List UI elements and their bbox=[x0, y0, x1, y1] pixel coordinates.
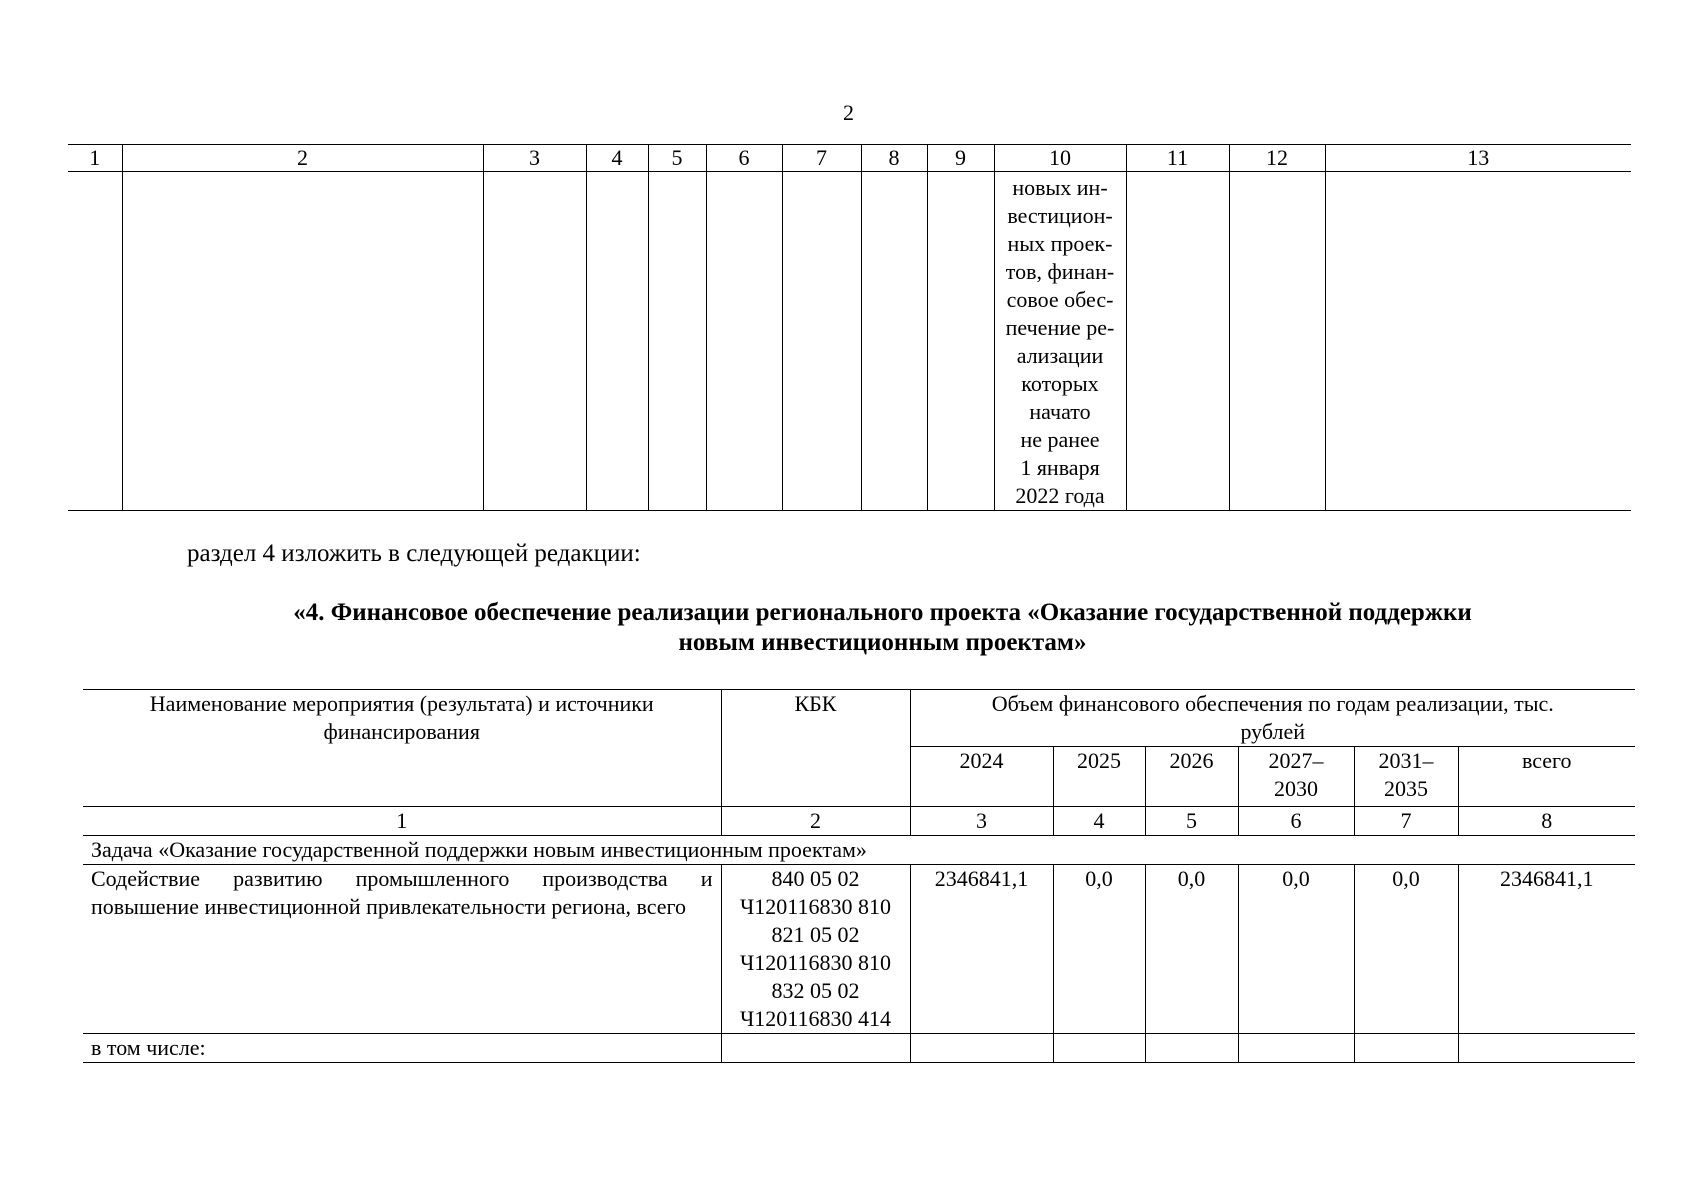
kbk-line: 821 05 02 bbox=[771, 922, 860, 947]
kbk-header: КБК bbox=[721, 690, 910, 807]
value-cell: 0,0 bbox=[1145, 865, 1238, 1034]
cell bbox=[721, 1034, 910, 1063]
continuation-row bbox=[68, 172, 1631, 511]
value-cell: 2346841,1 bbox=[910, 865, 1053, 1034]
text-line: 1 января bbox=[1020, 455, 1100, 480]
col-number: 9 bbox=[927, 145, 994, 172]
cell bbox=[648, 172, 706, 511]
col-number: 1 bbox=[68, 145, 122, 172]
text-line: тов, финан- bbox=[1005, 259, 1115, 284]
text-line: ных проек- bbox=[1007, 231, 1113, 256]
section-title-line: новым инвестиционным проектам» bbox=[678, 629, 1087, 656]
value-cell: 0,0 bbox=[1354, 865, 1458, 1034]
measure-name: Содействие развитию промышленного производства и повышение инвестиционной привлекательности региона, всего bbox=[83, 865, 721, 1034]
col-number: 11 bbox=[1126, 145, 1229, 172]
table-row bbox=[83, 865, 1635, 1034]
col-number: 1 bbox=[83, 807, 721, 836]
year-header: всего bbox=[1458, 747, 1635, 807]
col-number: 2 bbox=[122, 145, 483, 172]
year-header: 2026 bbox=[1145, 747, 1238, 807]
cell bbox=[1145, 1034, 1238, 1063]
col-number: 4 bbox=[1053, 807, 1145, 836]
value-cell: 0,0 bbox=[1053, 865, 1145, 1034]
cell bbox=[861, 172, 927, 511]
col-number: 4 bbox=[586, 145, 648, 172]
col-number: 2 bbox=[721, 807, 910, 836]
text-line: вестицион- bbox=[1007, 203, 1113, 228]
text-line: которых bbox=[1021, 371, 1099, 396]
kbk-line: Ч120116830 810 bbox=[740, 894, 891, 919]
task-label: Задача «Оказание государственной поддержки новым инвестиционным проектам» bbox=[83, 836, 1635, 865]
text-line: начато bbox=[1029, 399, 1091, 424]
col-number: 13 bbox=[1325, 145, 1631, 172]
text-line: 2022 года bbox=[1015, 483, 1105, 508]
col-number: 3 bbox=[910, 807, 1053, 836]
text-line: ализации bbox=[1016, 343, 1104, 368]
year-header: 2025 bbox=[1053, 747, 1145, 807]
text-line: новых ин- bbox=[1012, 175, 1108, 200]
column-number-row bbox=[68, 145, 1631, 172]
col-number: 8 bbox=[861, 145, 927, 172]
year-header: 2027–2030 bbox=[1238, 747, 1354, 807]
kbk-cell bbox=[721, 865, 910, 1034]
cell bbox=[927, 172, 994, 511]
col-number: 7 bbox=[1354, 807, 1458, 836]
cell bbox=[706, 172, 782, 511]
col-number: 3 bbox=[483, 145, 586, 172]
volume-header: Объем финансового обеспечения по годам реализации, тыс. рублей bbox=[910, 690, 1635, 747]
kbk-line: 840 05 02 bbox=[771, 866, 860, 891]
col-number: 8 bbox=[1458, 807, 1635, 836]
value-cell: 0,0 bbox=[1238, 865, 1354, 1034]
section-title-line: «4. Финансовое обеспечение реализации регионального проекта «Оказание государственной поддержки bbox=[293, 599, 1472, 626]
year-header: 2031–2035 bbox=[1354, 747, 1458, 807]
col-number: 5 bbox=[648, 145, 706, 172]
value-cell: 2346841,1 bbox=[1458, 865, 1635, 1034]
cell bbox=[68, 172, 122, 511]
cell bbox=[1126, 172, 1229, 511]
col-number: 6 bbox=[1238, 807, 1354, 836]
text-line: не ранее bbox=[1020, 427, 1100, 452]
page-number: 2 bbox=[843, 100, 854, 125]
task-row bbox=[83, 836, 1635, 865]
column-number-row bbox=[83, 807, 1635, 836]
including-label: в том числе: bbox=[91, 1035, 206, 1060]
cell bbox=[483, 172, 586, 511]
cell bbox=[586, 172, 648, 511]
col-number: 12 bbox=[1229, 145, 1325, 172]
cell bbox=[1229, 172, 1325, 511]
col-number: 6 bbox=[706, 145, 782, 172]
col-number: 5 bbox=[1145, 807, 1238, 836]
year-header: 2024 bbox=[910, 747, 1053, 807]
text-line: совое обес- bbox=[1006, 287, 1114, 312]
table-row bbox=[83, 1034, 1635, 1063]
cell bbox=[1458, 1034, 1635, 1063]
col-number: 7 bbox=[782, 145, 861, 172]
instruction-paragraph: раздел 4 изложить в следующей редакции: bbox=[187, 540, 641, 567]
cell bbox=[1053, 1034, 1145, 1063]
cell bbox=[910, 1034, 1053, 1063]
col1-header: Наименование мероприятия (результата) и источники финансирования bbox=[83, 690, 721, 807]
col-number: 10 bbox=[994, 145, 1126, 172]
col10-text-cell bbox=[994, 172, 1126, 511]
continuation-table bbox=[68, 144, 1631, 511]
cell bbox=[782, 172, 861, 511]
kbk-line: Ч120116830 414 bbox=[740, 1006, 891, 1031]
kbk-line: Ч120116830 810 bbox=[740, 950, 891, 975]
financing-table bbox=[83, 689, 1635, 1063]
section-title bbox=[0, 598, 1697, 658]
kbk-line: 832 05 02 bbox=[771, 978, 860, 1003]
cell bbox=[1238, 1034, 1354, 1063]
text-line: печение ре- bbox=[1005, 315, 1115, 340]
cell bbox=[122, 172, 483, 511]
header-row bbox=[83, 690, 1635, 747]
cell bbox=[1354, 1034, 1458, 1063]
cell bbox=[1325, 172, 1631, 511]
